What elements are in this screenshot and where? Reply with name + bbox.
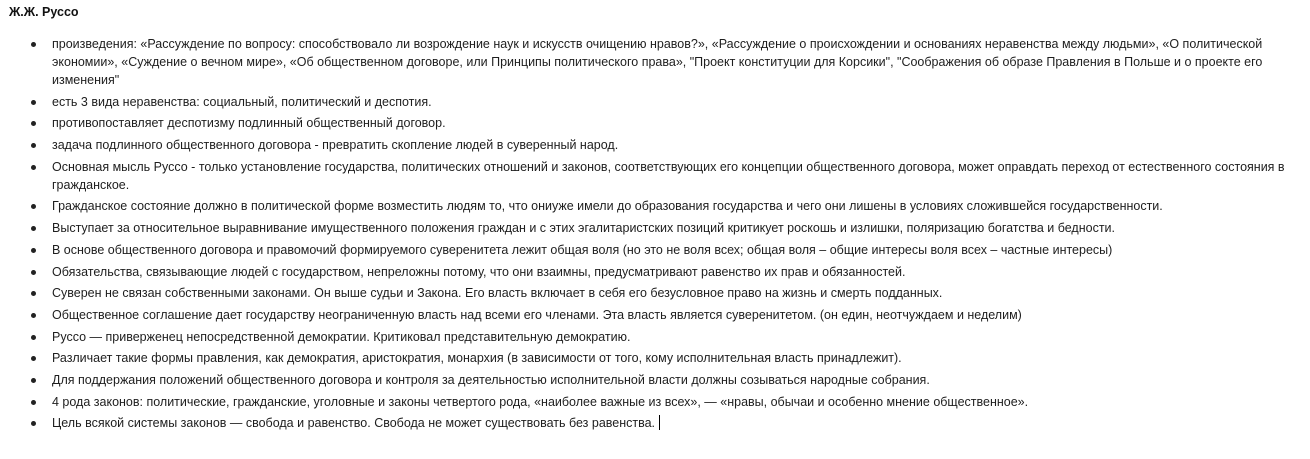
list-item <box>9 284 1310 302</box>
bullet-icon <box>31 291 36 296</box>
list-item-text: Руссо — приверженец непосредственной демократии. Критиковал представительную демократию. <box>52 329 631 344</box>
list-item-text: Основная мысль Руссо - только установление государства, политических отношений и законов, соответствующих его концепции общественного договора, может оправдать переход от естественного состояния в гражданское. <box>52 159 1285 192</box>
bullet-icon <box>31 335 36 340</box>
bullet-icon <box>31 400 36 405</box>
list-item <box>9 241 1310 259</box>
bullet-icon <box>31 121 36 126</box>
list-item <box>9 414 1310 432</box>
list-item <box>9 306 1310 324</box>
list-item-text: произведения: «Рассуждение по вопросу: способствовало ли возрождение наук и искусств очищению нравов?», «Рассуждение о происхождении и основаниях неравенства между людьми», «О политической экономии», «Суждение о вечном мире», «Об общественном договоре, или Принципы политического права», "Проект конституции для Корсики", "Соображения об образе Правления в Польше и о проекте его изменения" <box>52 37 1263 87</box>
list-item-text: Общественное соглашение дает государству неограниченную власть над всеми его членами. Эта власть является суверенитетом. (он един, неотчуждаем и неделим) <box>52 307 1022 322</box>
list-item-text: Различает такие формы правления, как демократия, аристократия, монархия (в зависимости от того, кому исполнительная власть принадлежит). <box>52 351 902 366</box>
list-item-text: Цель всякой системы законов — свобода и равенство. Свобода не может существовать без равенства. <box>52 416 656 431</box>
bullet-icon <box>31 226 36 231</box>
list-item-text: Обязательства, связывающие людей с государством, непреложны потому, что они взаимны, предусматривают равенство их прав и обязанностей. <box>52 264 906 279</box>
list-item-text: Для поддержания положений общественного договора и контроля за деятельностью исполнительной власти должны созываться народные собрания. <box>52 372 930 387</box>
list-item <box>9 136 1310 154</box>
list-item-text: 4 рода законов: политические, гражданские, уголовные и законы четвертого рода, «наиболее важные из всех», — «нравы, обычаи и особенно мнение общественное». <box>52 394 1029 409</box>
bullet-icon <box>31 313 36 318</box>
list-item <box>9 158 1310 194</box>
bullet-icon <box>31 248 36 253</box>
list-item <box>9 114 1310 132</box>
list-item <box>9 328 1310 346</box>
bullet-icon <box>31 204 36 209</box>
document-title: Ж.Ж. Руссо <box>9 5 79 19</box>
bullet-icon <box>31 165 36 170</box>
text-cursor[interactable] <box>659 415 660 430</box>
list-item <box>9 35 1310 89</box>
bullet-icon <box>31 356 36 361</box>
bullet-icon <box>31 143 36 148</box>
bullet-icon <box>31 100 36 105</box>
list-item <box>9 263 1310 281</box>
list-item-text: Суверен не связан собственными законами. Он выше судьи и Закона. Его власть включает в себя его безусловное право на жизнь и смерть подданных. <box>52 286 943 301</box>
list-item <box>9 393 1310 411</box>
list-item <box>9 219 1310 237</box>
bullet-icon <box>31 421 36 426</box>
list-item-text: противопоставляет деспотизму подлинный общественный договор. <box>52 116 446 131</box>
list-item <box>9 371 1310 389</box>
bullet-list <box>9 35 1310 432</box>
list-item-text: задача подлинного общественного договора - превратить скопление людей в суверенный народ. <box>52 138 619 153</box>
list-item <box>9 197 1310 215</box>
list-item-text: В основе общественного договора и правомочий формируемого суверенитета лежит общая воля (но это не воля всех; общая воля – общие интересы воля всех – частные интересы) <box>52 242 1113 257</box>
bullet-icon <box>31 378 36 383</box>
list-item-text: Гражданское состояние должно в политической форме возместить людям то, что ониуже имели до образования государства и чего они лишены в условиях сложившейся государственности. <box>52 199 1163 214</box>
list-item-text: есть 3 вида неравенства: социальный, политический и деспотия. <box>52 94 432 109</box>
bullet-icon <box>31 270 36 275</box>
list-item <box>9 349 1310 367</box>
list-item <box>9 93 1310 111</box>
bullet-icon <box>31 42 36 47</box>
list-item-text: Выступает за относительное выравнивание имущественного положения граждан и с этих эгалитаристских позиций критикует роскошь и излишки, поляризацию богатства и бедности. <box>52 221 1116 236</box>
